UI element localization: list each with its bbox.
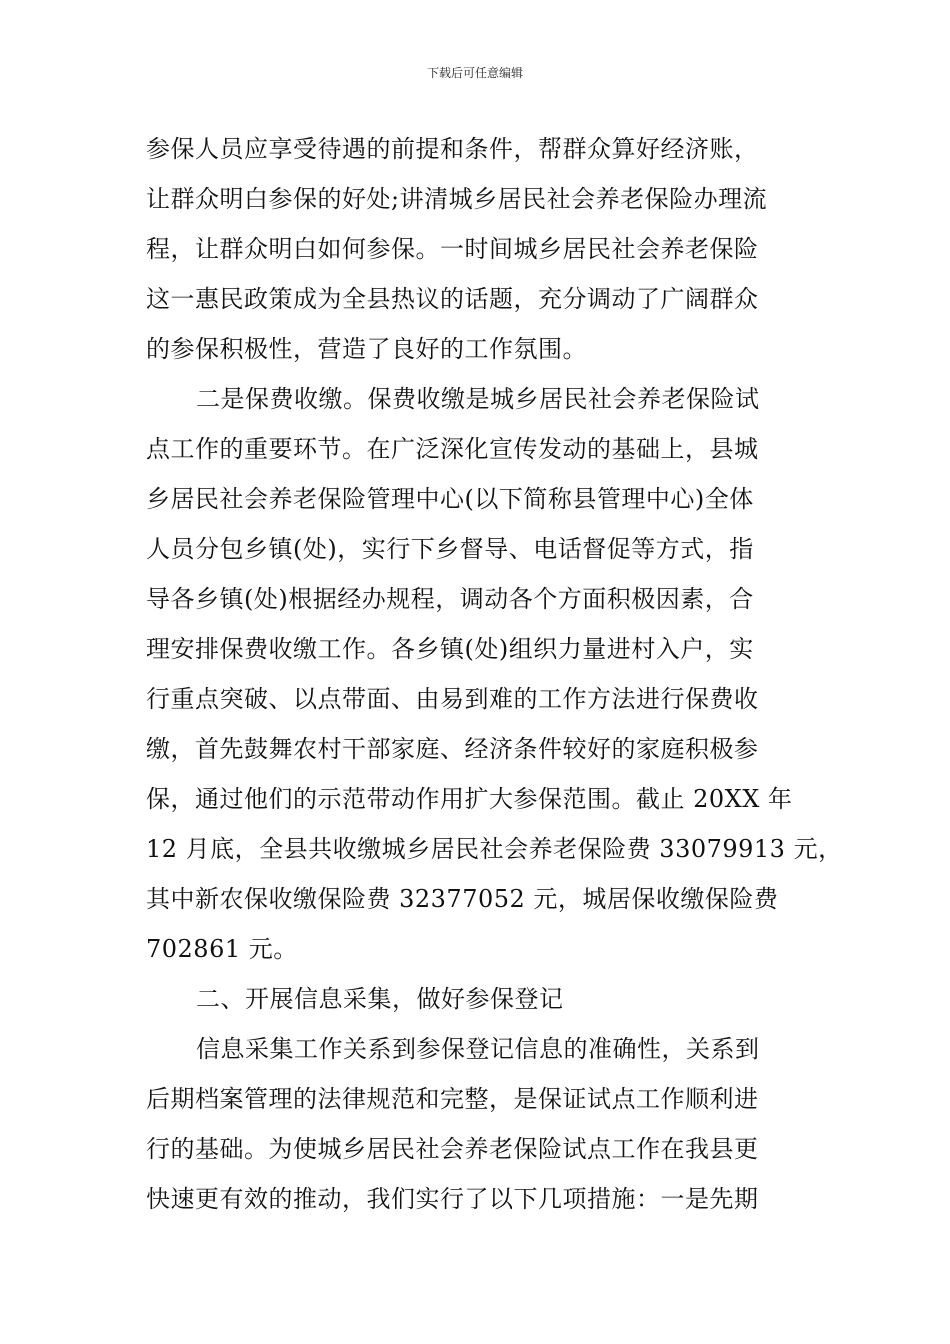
text-line: 行重点突破、以点带面、由易到难的工作方法进行保费收 bbox=[146, 685, 759, 713]
text-line: 程，让群众明白如何参保。一时间城乡居民社会养老保险 bbox=[146, 235, 759, 263]
text-line: 理安排保费收缴工作。各乡镇(处)组织力量进村入户，实 bbox=[146, 635, 754, 663]
text-line: 行的基础。为使城乡居民社会养老保险试点工作在我县更 bbox=[146, 1135, 759, 1163]
text-line: 信息采集工作关系到参保登记信息的准确性，关系到 bbox=[196, 1035, 760, 1063]
text-line: 这一惠民政策成为全县热议的话题，充分调动了广阔群众 bbox=[146, 285, 759, 313]
text-line: 12 月底，全县共收缴城乡居民社会养老保险费 33079913 元， bbox=[146, 835, 843, 863]
text-line: 保，通过他们的示范带动作用扩大参保范围。截止 20XX 年 bbox=[146, 785, 793, 813]
document-body bbox=[146, 124, 843, 1224]
text-line: 后期档案管理的法律规范和完整，是保证试点工作顺利进 bbox=[146, 1085, 759, 1113]
text-line: 人员分包乡镇(处)，实行下乡督导、电话督促等方式，指 bbox=[146, 535, 754, 563]
text-line: 缴，首先鼓舞农村干部家庭、经济条件较好的家庭积极参 bbox=[146, 735, 759, 763]
page-header: 下载后可任意编辑 bbox=[426, 66, 523, 80]
text-line: 二是保费收缴。保费收缴是城乡居民社会养老保险试 bbox=[196, 385, 760, 413]
text-line: 702861 元。 bbox=[146, 935, 298, 963]
text-line: 其中新农保收缴保险费 32377052 元，城居保收缴保险费 bbox=[146, 885, 779, 913]
text-line: 导各乡镇(处)根据经办规程，调动各个方面积极因素，合 bbox=[146, 585, 754, 613]
text-line: 的参保积极性，营造了良好的工作氛围。 bbox=[146, 335, 587, 363]
text-line: 让群众明白参保的好处;讲清城乡居民社会养老保险办理流 bbox=[146, 185, 768, 213]
text-line: 点工作的重要环节。在广泛深化宣传发动的基础上，县城 bbox=[146, 435, 759, 463]
text-line: 快速更有效的推动，我们实行了以下几项措施：一是先期 bbox=[146, 1185, 759, 1213]
text-line: 二、开展信息采集，做好参保登记 bbox=[196, 985, 564, 1013]
text-line: 乡居民社会养老保险管理中心(以下简称县管理中心)全体 bbox=[146, 485, 754, 513]
text-line: 参保人员应享受待遇的前提和条件，帮群众算好经济账， bbox=[146, 135, 759, 163]
